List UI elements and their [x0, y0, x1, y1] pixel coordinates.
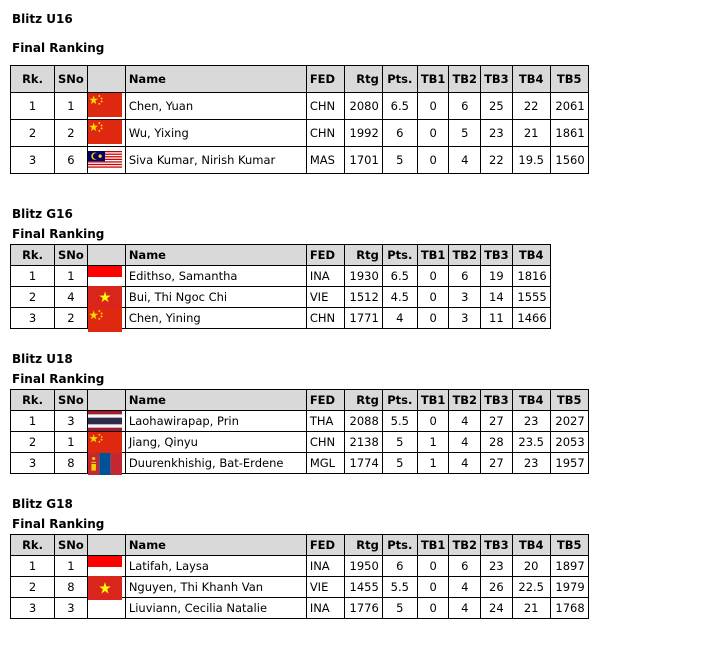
tb3-cell: 22 — [481, 147, 513, 174]
col-tb2: TB2 — [449, 245, 481, 266]
flag-cell — [87, 120, 125, 147]
tb5-cell: 1897 — [550, 556, 588, 577]
malaysia-flag-icon — [88, 151, 122, 169]
rank-cell: 2 — [11, 577, 55, 598]
points-cell: 5 — [382, 598, 417, 619]
points-cell: 6 — [382, 120, 417, 147]
points-cell: 6 — [382, 556, 417, 577]
tb5-cell: 1957 — [550, 453, 588, 474]
tb3-cell: 19 — [481, 266, 513, 287]
col-flag — [87, 390, 125, 411]
points-cell: 6.5 — [382, 266, 417, 287]
tb2-cell: 4 — [449, 453, 481, 474]
rank-cell: 3 — [11, 598, 55, 619]
col-tb4: TB4 — [512, 535, 550, 556]
sno-cell: 8 — [55, 453, 88, 474]
tb2-cell: 3 — [449, 287, 481, 308]
tb2-cell: 4 — [449, 577, 481, 598]
tb1-cell: 0 — [417, 93, 449, 120]
col-tb1: TB1 — [417, 390, 449, 411]
col-tb2: TB2 — [449, 390, 481, 411]
tb1-cell: 1 — [417, 432, 449, 453]
sno-cell: 3 — [55, 411, 88, 432]
col-rtg: Rtg — [344, 245, 382, 266]
rating-cell: 1512 — [344, 287, 382, 308]
col-tb2: TB2 — [449, 66, 481, 93]
tb4-cell: 1816 — [512, 266, 550, 287]
col-tb5: TB5 — [550, 535, 588, 556]
tb2-cell: 6 — [449, 266, 481, 287]
fed-cell: CHN — [306, 432, 344, 453]
tb1-cell: 0 — [417, 556, 449, 577]
rating-cell: 1701 — [344, 147, 382, 174]
tb5-cell: 1979 — [550, 577, 588, 598]
col-tb3: TB3 — [481, 245, 513, 266]
china-flag-icon — [88, 120, 122, 144]
points-cell: 5 — [382, 147, 417, 174]
tb3-cell: 27 — [481, 411, 513, 432]
rank-cell: 3 — [11, 453, 55, 474]
fed-cell: INA — [306, 556, 344, 577]
sno-cell: 1 — [55, 266, 88, 287]
col-rtg: Rtg — [344, 535, 382, 556]
table-row — [11, 411, 589, 432]
mongolia-flag-icon — [88, 453, 122, 475]
tb3-cell: 28 — [481, 432, 513, 453]
table-row — [11, 120, 589, 147]
tb2-cell: 4 — [449, 147, 481, 174]
sno-cell: 1 — [55, 556, 88, 577]
flag-cell — [87, 266, 125, 287]
sno-cell: 3 — [55, 598, 88, 619]
fed-cell: CHN — [306, 308, 344, 329]
points-cell: 5 — [382, 432, 417, 453]
indonesia-flag-icon — [88, 266, 122, 288]
section-subtitle: Final Ranking — [12, 227, 105, 241]
flag-cell — [87, 287, 125, 308]
section-subtitle: Final Ranking — [12, 517, 105, 531]
rank-cell: 1 — [11, 266, 55, 287]
tb1-cell: 0 — [417, 598, 449, 619]
col-tb4: TB4 — [512, 245, 550, 266]
col-tb4: TB4 — [512, 66, 550, 93]
sno-cell: 6 — [55, 147, 88, 174]
tb4-cell: 1555 — [512, 287, 550, 308]
rank-cell: 1 — [11, 411, 55, 432]
col-tb1: TB1 — [417, 535, 449, 556]
col-tb5: TB5 — [550, 66, 588, 93]
rating-cell: 2088 — [344, 411, 382, 432]
china-flag-icon — [88, 432, 122, 454]
section-subtitle: Final Ranking — [12, 372, 105, 386]
vietnam-flag-icon — [88, 576, 122, 600]
table-row — [11, 432, 589, 453]
tb2-cell: 4 — [449, 411, 481, 432]
tb1-cell: 1 — [417, 453, 449, 474]
col-pts: Pts. — [382, 535, 417, 556]
section-title: Blitz G16 — [12, 207, 73, 221]
player-name: Laohawirapap, Prin — [125, 411, 306, 432]
fed-cell: CHN — [306, 120, 344, 147]
sno-cell: 1 — [55, 432, 88, 453]
flag-cell — [87, 411, 125, 432]
tb2-cell: 6 — [449, 93, 481, 120]
col-pts: Pts. — [382, 245, 417, 266]
tb3-cell: 27 — [481, 453, 513, 474]
col-rtg: Rtg — [344, 390, 382, 411]
fed-cell: CHN — [306, 93, 344, 120]
rating-cell: 1992 — [344, 120, 382, 147]
table-row — [11, 266, 551, 287]
flag-cell — [87, 432, 125, 453]
tb4-cell: 20 — [512, 556, 550, 577]
flag-cell — [87, 453, 125, 474]
ranking-table — [10, 534, 589, 619]
tb5-cell: 2061 — [550, 93, 588, 120]
tb3-cell: 23 — [481, 120, 513, 147]
rating-cell: 1950 — [344, 556, 382, 577]
col-tb1: TB1 — [417, 66, 449, 93]
tb1-cell: 0 — [417, 577, 449, 598]
section-title: Blitz G18 — [12, 497, 73, 511]
col-name: Name — [125, 535, 306, 556]
fed-cell: INA — [306, 598, 344, 619]
player-name: Duurenkhishig, Bat-Erdene — [125, 453, 306, 474]
tb4-cell: 22 — [512, 93, 550, 120]
tb5-cell: 1861 — [550, 120, 588, 147]
rank-cell: 1 — [11, 556, 55, 577]
tb1-cell: 0 — [417, 266, 449, 287]
col-tb4: TB4 — [512, 390, 550, 411]
tb1-cell: 0 — [417, 308, 449, 329]
tb2-cell: 5 — [449, 120, 481, 147]
table-row — [11, 308, 551, 329]
indonesia-flag-icon — [88, 556, 122, 578]
table-row — [11, 453, 589, 474]
table-header-row — [11, 390, 589, 411]
flag-cell — [87, 556, 125, 577]
rank-cell: 2 — [11, 432, 55, 453]
col-fed: FED — [306, 390, 344, 411]
col-tb3: TB3 — [481, 535, 513, 556]
tb4-cell: 23.5 — [512, 432, 550, 453]
sno-cell: 8 — [55, 577, 88, 598]
fed-cell: VIE — [306, 577, 344, 598]
fed-cell: MAS — [306, 147, 344, 174]
rank-cell: 1 — [11, 93, 55, 120]
rank-cell: 2 — [11, 287, 55, 308]
ranking-table — [10, 65, 589, 174]
rank-cell: 2 — [11, 120, 55, 147]
tb4-cell: 1466 — [512, 308, 550, 329]
rating-cell: 1771 — [344, 308, 382, 329]
section-title: Blitz U18 — [12, 352, 73, 366]
points-cell: 4 — [382, 308, 417, 329]
rating-cell: 1455 — [344, 577, 382, 598]
col-sno: SNo — [55, 390, 88, 411]
tb3-cell: 14 — [481, 287, 513, 308]
flag-cell — [87, 577, 125, 598]
rating-cell: 1776 — [344, 598, 382, 619]
col-name: Name — [125, 66, 306, 93]
col-rank: Rk. — [11, 245, 55, 266]
tb3-cell: 11 — [481, 308, 513, 329]
col-tb3: TB3 — [481, 66, 513, 93]
sno-cell: 2 — [55, 308, 88, 329]
player-name: Chen, Yuan — [125, 93, 306, 120]
player-name: Edithso, Samantha — [125, 266, 306, 287]
tb3-cell: 23 — [481, 556, 513, 577]
tb5-cell: 2053 — [550, 432, 588, 453]
tb1-cell: 0 — [417, 411, 449, 432]
tb2-cell: 3 — [449, 308, 481, 329]
section-subtitle: Final Ranking — [12, 41, 105, 55]
vietnam-flag-icon — [88, 286, 122, 308]
col-rtg: Rtg — [344, 66, 382, 93]
tb2-cell: 4 — [449, 432, 481, 453]
china-flag-icon — [88, 93, 122, 117]
sno-cell: 1 — [55, 93, 88, 120]
rating-cell: 2138 — [344, 432, 382, 453]
tb5-cell: 1560 — [550, 147, 588, 174]
tb4-cell: 23 — [512, 453, 550, 474]
col-tb3: TB3 — [481, 390, 513, 411]
rank-cell: 3 — [11, 308, 55, 329]
flag-cell — [87, 598, 125, 619]
col-flag — [87, 245, 125, 266]
player-name: Chen, Yining — [125, 308, 306, 329]
rank-cell: 3 — [11, 147, 55, 174]
col-rank: Rk. — [11, 535, 55, 556]
table-row — [11, 556, 589, 577]
table-header-row — [11, 535, 589, 556]
tb4-cell: 21 — [512, 598, 550, 619]
player-name: Nguyen, Thi Khanh Van — [125, 577, 306, 598]
rating-cell: 1774 — [344, 453, 382, 474]
col-pts: Pts. — [382, 390, 417, 411]
tb2-cell: 4 — [449, 598, 481, 619]
col-name: Name — [125, 245, 306, 266]
player-name: Liuviann, Cecilia Natalie — [125, 598, 306, 619]
flag-cell — [87, 93, 125, 120]
points-cell: 5 — [382, 453, 417, 474]
table-row — [11, 93, 589, 120]
col-fed: FED — [306, 535, 344, 556]
col-sno: SNo — [55, 245, 88, 266]
thailand-flag-icon — [88, 411, 122, 431]
table-header-row — [11, 245, 551, 266]
flag-cell — [87, 147, 125, 174]
col-fed: FED — [306, 66, 344, 93]
china-flag-icon — [88, 308, 122, 332]
table-header-row — [11, 66, 589, 93]
rating-cell: 1930 — [344, 266, 382, 287]
sno-cell: 2 — [55, 120, 88, 147]
points-cell: 6.5 — [382, 93, 417, 120]
points-cell: 5.5 — [382, 411, 417, 432]
col-tb2: TB2 — [449, 535, 481, 556]
col-fed: FED — [306, 245, 344, 266]
tb5-cell: 1768 — [550, 598, 588, 619]
rating-cell: 2080 — [344, 93, 382, 120]
sno-cell: 4 — [55, 287, 88, 308]
col-pts: Pts. — [382, 66, 417, 93]
player-name: Bui, Thi Ngoc Chi — [125, 287, 306, 308]
col-tb5: TB5 — [550, 390, 588, 411]
tb5-cell: 2027 — [550, 411, 588, 432]
tb1-cell: 0 — [417, 147, 449, 174]
tb1-cell: 0 — [417, 287, 449, 308]
player-name: Wu, Yixing — [125, 120, 306, 147]
points-cell: 5.5 — [382, 577, 417, 598]
tb4-cell: 23 — [512, 411, 550, 432]
tb3-cell: 24 — [481, 598, 513, 619]
col-sno: SNo — [55, 66, 88, 93]
table-row — [11, 287, 551, 308]
tb1-cell: 0 — [417, 120, 449, 147]
col-flag — [87, 535, 125, 556]
col-tb1: TB1 — [417, 245, 449, 266]
ranking-table — [10, 389, 589, 474]
table-row — [11, 147, 589, 174]
section-title: Blitz U16 — [12, 12, 73, 26]
table-row — [11, 577, 589, 598]
table-row — [11, 598, 589, 619]
fed-cell: VIE — [306, 287, 344, 308]
tb3-cell: 26 — [481, 577, 513, 598]
tb2-cell: 6 — [449, 556, 481, 577]
points-cell: 4.5 — [382, 287, 417, 308]
col-rank: Rk. — [11, 390, 55, 411]
col-flag — [87, 66, 125, 93]
player-name: Latifah, Laysa — [125, 556, 306, 577]
fed-cell: INA — [306, 266, 344, 287]
tb3-cell: 25 — [481, 93, 513, 120]
col-sno: SNo — [55, 535, 88, 556]
tb4-cell: 19.5 — [512, 147, 550, 174]
ranking-table — [10, 244, 551, 329]
col-rank: Rk. — [11, 66, 55, 93]
tb4-cell: 21 — [512, 120, 550, 147]
fed-cell: MGL — [306, 453, 344, 474]
fed-cell: THA — [306, 411, 344, 432]
col-name: Name — [125, 390, 306, 411]
player-name: Jiang, Qinyu — [125, 432, 306, 453]
flag-cell — [87, 308, 125, 329]
player-name: Siva Kumar, Nirish Kumar — [125, 147, 306, 174]
tb4-cell: 22.5 — [512, 577, 550, 598]
